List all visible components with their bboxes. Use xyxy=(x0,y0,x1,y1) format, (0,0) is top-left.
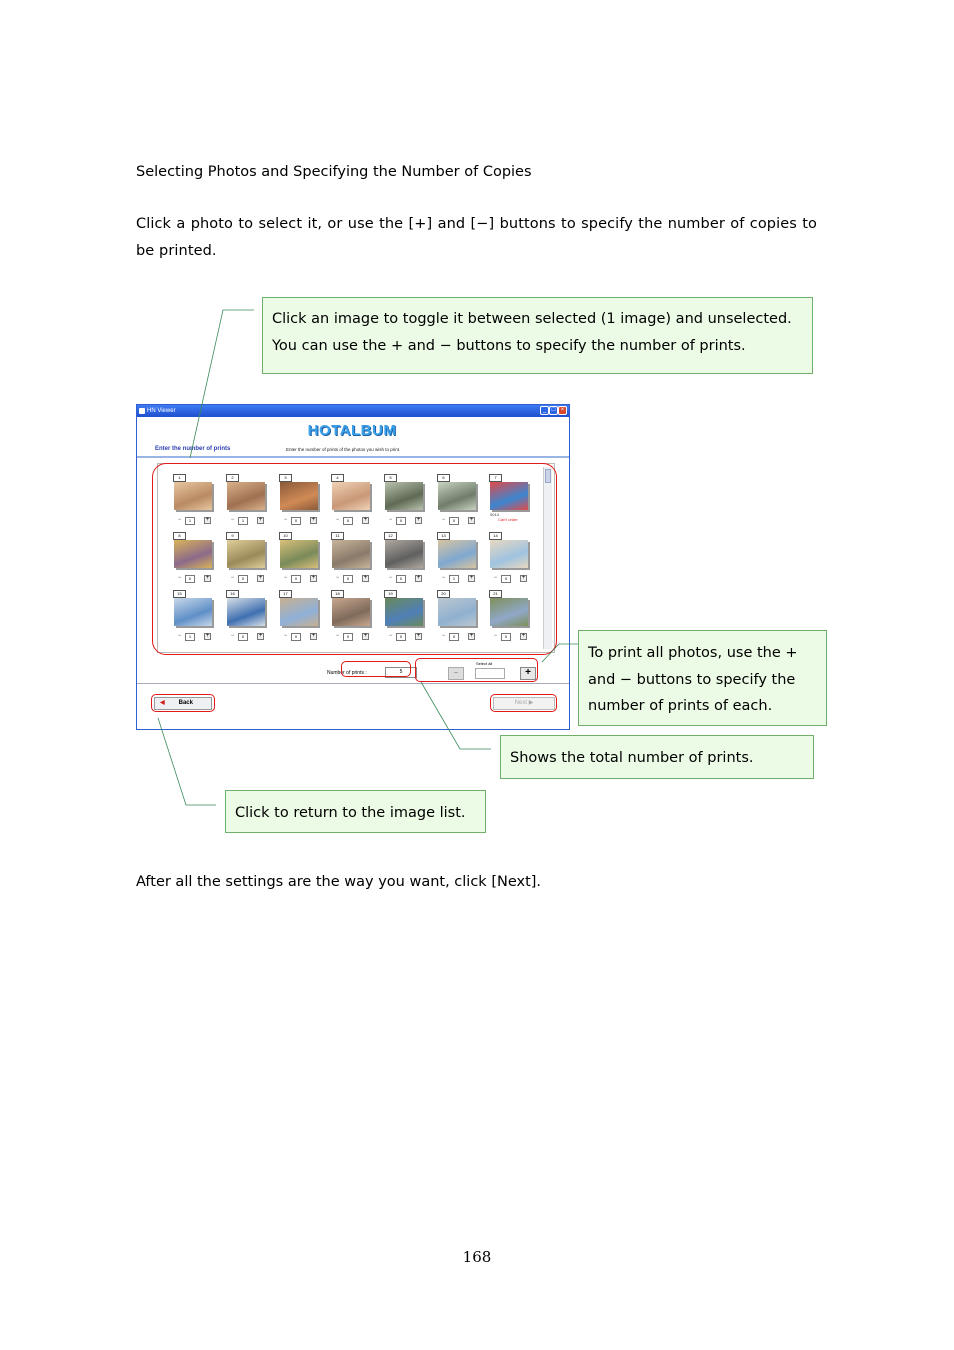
close-icon[interactable]: × xyxy=(558,406,567,415)
photo-number: 1 xyxy=(173,474,186,482)
plus-button[interactable]: + xyxy=(363,633,368,639)
minus-button[interactable]: − xyxy=(388,633,393,639)
page-number: 168 xyxy=(462,1248,492,1266)
closing-paragraph: After all the settings are the way you want, click [Next]. xyxy=(136,874,542,890)
photo-number: 12 xyxy=(384,532,397,540)
minus-button[interactable]: − xyxy=(177,633,182,639)
plus-button[interactable]: + xyxy=(205,517,210,523)
step-subtitle: Enter the number of prints of the photos you wish to print. xyxy=(286,447,401,452)
print-count: 1 xyxy=(185,633,195,641)
footer-divider xyxy=(137,683,569,684)
minus-button[interactable]: − xyxy=(283,575,288,581)
back-arrow-icon: ◀ xyxy=(160,700,165,706)
print-count: 0 xyxy=(343,517,353,525)
callout-back: Click to return to the image list. xyxy=(225,790,486,833)
print-count: 0 xyxy=(238,575,248,583)
print-count: 0 xyxy=(291,517,301,525)
print-count: 0 xyxy=(449,633,459,641)
minus-button[interactable]: − xyxy=(441,633,446,639)
photo-number: 10 xyxy=(279,532,292,540)
plus-button[interactable]: + xyxy=(311,575,316,581)
minus-button[interactable]: − xyxy=(230,633,235,639)
plus-button[interactable]: + xyxy=(311,517,316,523)
minus-button[interactable]: − xyxy=(335,633,340,639)
plus-button[interactable]: + xyxy=(205,575,210,581)
minus-button[interactable]: − xyxy=(335,575,340,581)
grid-highlight xyxy=(152,463,557,655)
window-title: HN Viewer xyxy=(147,408,176,414)
print-count: 0 xyxy=(343,575,353,583)
plus-button[interactable]: + xyxy=(416,633,421,639)
photo-number: 21 xyxy=(489,590,502,598)
total-highlight xyxy=(341,661,411,677)
minus-button[interactable]: − xyxy=(177,575,182,581)
plus-button[interactable]: + xyxy=(311,633,316,639)
minus-button[interactable]: − xyxy=(493,575,498,581)
plus-button[interactable]: + xyxy=(258,575,263,581)
photo-number: 2 xyxy=(226,474,239,482)
section-heading: Selecting Photos and Specifying the Number of Copies xyxy=(136,164,532,180)
plus-button[interactable]: + xyxy=(521,575,526,581)
print-count: 1 xyxy=(185,517,195,525)
cant-order-label: Can't order xyxy=(498,517,518,522)
photo-number: 5 xyxy=(384,474,397,482)
app-logo: HOTALBUM xyxy=(307,422,397,439)
minus-button[interactable]: − xyxy=(441,517,446,523)
print-count: 0 xyxy=(291,575,301,583)
plus-button[interactable]: + xyxy=(205,633,210,639)
next-highlight xyxy=(490,694,557,712)
print-count: 0 xyxy=(343,633,353,641)
callout-select-image: Click an image to toggle it between selected (1 image) and unselected. You can use the + and − buttons to specify the number of prints. xyxy=(262,297,813,374)
print-count: 0 xyxy=(291,633,301,641)
header-divider xyxy=(137,456,569,458)
plus-button[interactable]: + xyxy=(469,575,474,581)
print-count: 0 xyxy=(396,633,406,641)
minus-button[interactable]: − xyxy=(283,633,288,639)
print-count: 0 xyxy=(185,575,195,583)
number-of-prints-value: 5 xyxy=(385,667,417,678)
photo-number: 15 xyxy=(173,590,186,598)
leader-back xyxy=(158,718,216,805)
select-all-highlight xyxy=(415,658,538,682)
photo-number: 17 xyxy=(279,590,292,598)
back-highlight xyxy=(151,694,215,712)
maximize-icon[interactable]: □ xyxy=(549,406,558,415)
photo-number: 8 xyxy=(173,532,186,540)
minimize-icon[interactable]: _ xyxy=(540,406,549,415)
minus-button[interactable]: − xyxy=(230,575,235,581)
minus-button[interactable]: − xyxy=(493,633,498,639)
callout-print-all: To print all photos, use the + and − buttons to specify the number of prints of each. xyxy=(578,630,827,726)
minus-button[interactable]: − xyxy=(388,517,393,523)
plus-button[interactable]: + xyxy=(469,517,474,523)
app-screenshot xyxy=(136,404,570,730)
print-count: 1 xyxy=(449,575,459,583)
plus-button[interactable]: + xyxy=(363,517,368,523)
select-all-label: Select all xyxy=(476,661,493,666)
app-icon xyxy=(139,408,145,414)
print-count: 0 xyxy=(501,633,511,641)
minus-button[interactable]: − xyxy=(388,575,393,581)
print-count: 0 xyxy=(449,517,459,525)
next-button-label: Next xyxy=(514,700,528,706)
photo-number: 19 xyxy=(384,590,397,598)
minus-button[interactable]: − xyxy=(283,517,288,523)
plus-button[interactable]: + xyxy=(258,517,263,523)
photo-number: 3 xyxy=(279,474,292,482)
photo-number: 18 xyxy=(331,590,344,598)
minus-button[interactable]: − xyxy=(441,575,446,581)
photo-number: 16 xyxy=(226,590,239,598)
window-titlebar xyxy=(137,405,569,417)
print-count: 1 xyxy=(238,517,248,525)
callout-total: Shows the total number of prints. xyxy=(500,735,814,779)
photo-number: 7 xyxy=(489,474,502,482)
plus-button[interactable]: + xyxy=(416,575,421,581)
photo-number: 9 xyxy=(226,532,239,540)
intro-paragraph: Click a photo to select it, or use the [+] and [−] buttons to specify the number of copies to be printed. xyxy=(136,216,817,259)
number-of-prints-label: Number of prints : xyxy=(327,670,367,676)
photo-number: 11 xyxy=(331,532,344,540)
print-count: 0 xyxy=(501,575,511,583)
photo-number: 20 xyxy=(437,590,450,598)
plus-button[interactable]: + xyxy=(469,633,474,639)
select-all-minus-button[interactable]: − xyxy=(448,667,464,680)
plus-button[interactable]: + xyxy=(416,517,421,523)
print-count: 0 xyxy=(238,633,248,641)
back-button-label: Back xyxy=(178,700,193,706)
photo-number: 14 xyxy=(489,532,502,540)
next-arrow-icon: ▶ xyxy=(528,700,534,706)
plus-button[interactable]: + xyxy=(521,633,526,639)
minus-button[interactable]: − xyxy=(335,517,340,523)
photo-number: 4 xyxy=(331,474,344,482)
print-count: 0 xyxy=(396,575,406,583)
photo-number: 6 xyxy=(437,474,450,482)
photo-number: 13 xyxy=(437,532,450,540)
plus-button[interactable]: + xyxy=(258,633,263,639)
plus-button[interactable]: + xyxy=(363,575,368,581)
minus-button[interactable]: − xyxy=(230,517,235,523)
photo-tag: 0014 xyxy=(490,512,499,517)
print-count: 0 xyxy=(396,517,406,525)
minus-button[interactable]: − xyxy=(177,517,182,523)
step-label: Enter the number of prints xyxy=(155,446,231,452)
select-all-plus-button[interactable]: + xyxy=(520,667,536,680)
